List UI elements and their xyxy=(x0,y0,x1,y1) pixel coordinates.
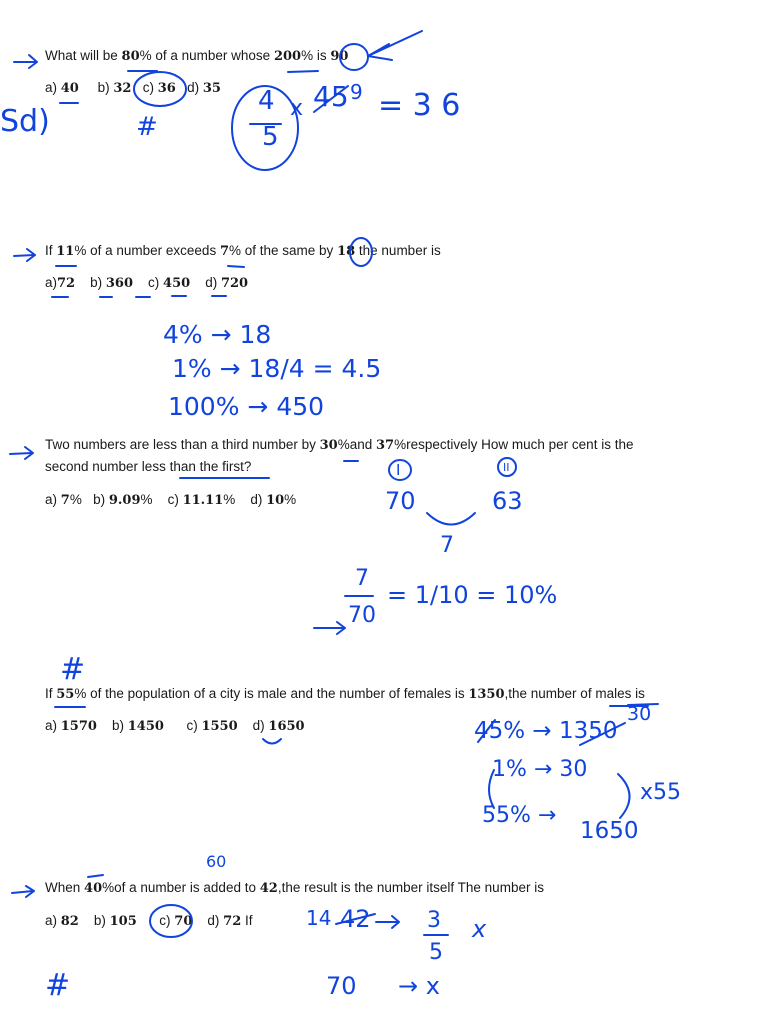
hw-q4-line1: 45% → 1350 xyxy=(474,718,618,744)
arrow-q3-icon xyxy=(10,447,33,459)
hw-q3-label-i: I xyxy=(396,461,401,479)
hw-q5-x2: → x xyxy=(398,972,440,1000)
q2-stem: If 11% of a number exceeds 7% of the same by 18 the number is xyxy=(45,243,441,259)
hw-q3-diff: 7 xyxy=(440,533,454,558)
overline-q4-30 xyxy=(628,704,658,705)
option-d: d) 10% xyxy=(250,492,297,508)
hw-q3-eq: = 1/10 = 10% xyxy=(387,581,558,609)
q5-stem: When 40%of a number is added to 42,the result is the number itself The number is xyxy=(45,880,544,896)
hw-q2-line2: 1% → 18/4 = 4.5 xyxy=(172,354,382,383)
arrow-q3-work-icon xyxy=(314,622,345,634)
q3-diff-arc xyxy=(427,513,475,525)
hw-q4-line2: 1% → 30 xyxy=(492,757,588,782)
hw-q2-line1: 4% → 18 xyxy=(163,320,272,349)
hw-hash-2: # xyxy=(60,652,86,687)
bracket-right xyxy=(618,774,630,818)
hw-q3-first: 70 xyxy=(385,487,416,515)
hw-q1-frac-num: 4 xyxy=(258,86,275,116)
hw-q4-line3: 55% → xyxy=(482,803,557,828)
q3-stem-line2: second number less than the first? xyxy=(45,459,252,474)
circle-q3-label-ii xyxy=(498,458,516,476)
hw-q5-42: 42 xyxy=(340,905,371,933)
q1-stem: What will be 80% of a number whose 200% is 90 xyxy=(45,48,349,64)
strike-q4-45 xyxy=(478,720,495,742)
hw-hash-1: # xyxy=(136,112,158,142)
hw-q3-label-ii: II xyxy=(503,461,510,474)
option-c: c) 450 xyxy=(148,275,191,291)
overline-q5-40 xyxy=(88,875,103,877)
circle-q3-label-i xyxy=(389,460,411,480)
option-c: c) 1550 xyxy=(186,718,238,734)
hw-q5-70: 70 xyxy=(326,972,357,1000)
option-c: c) 36 xyxy=(142,80,176,96)
option-a: a) 1570 xyxy=(45,718,97,734)
strike-q5-42 xyxy=(336,914,375,924)
hw-q1-frac-den: 5 xyxy=(262,122,279,152)
hw-q1-small: 9 xyxy=(350,80,363,104)
circle-q2-18 xyxy=(350,238,372,266)
option-d: d) 720 xyxy=(205,275,249,291)
hw-q4-small: 30 xyxy=(627,703,652,725)
q4-stem: If 55% of the population of a city is male and the number of females is 1350,the number of males is xyxy=(45,686,645,702)
arrow-q5-icon xyxy=(12,886,34,897)
q5-arrow-icon xyxy=(376,916,399,928)
hw-q5-x1: x xyxy=(472,915,487,943)
hw-q1-struck: 45 xyxy=(313,80,349,113)
hw-q5-14: 14 xyxy=(306,906,332,930)
hw-q4-ans: 1650 xyxy=(580,818,639,844)
option-d: d) 1650 xyxy=(252,718,305,734)
hw-q4-mult: x55 xyxy=(640,780,682,805)
arrow-to-90-icon xyxy=(368,31,422,60)
strike-q4-1350 xyxy=(580,723,625,745)
option-c: c) 11.11% xyxy=(167,492,236,508)
hw-q3-second: 63 xyxy=(492,487,523,515)
option-b: b) 105 xyxy=(93,913,137,929)
hw-q3-den: 70 xyxy=(348,603,376,628)
option-a: a) 40 xyxy=(45,80,79,96)
underline-q2-7 xyxy=(228,266,244,267)
option-b: b) 9.09% xyxy=(93,492,153,508)
option-b: b) 1450 xyxy=(111,718,164,734)
option-a: a)72 xyxy=(45,275,76,291)
arrow-q1-icon xyxy=(14,55,37,68)
circle-q5-70 xyxy=(150,905,192,937)
hw-sd-label: Sd) xyxy=(0,104,50,139)
hw-q2-line3: 100% → 450 xyxy=(168,392,325,421)
bracket-left xyxy=(489,770,494,808)
option-c: c) 70 xyxy=(159,913,193,929)
option-b: b) 32 xyxy=(97,80,132,96)
option-b: b) 360 xyxy=(90,275,134,291)
hw-hash-3: # xyxy=(45,968,71,1003)
hw-q5-side: 60 xyxy=(206,852,227,871)
arrow-q2-icon xyxy=(14,249,35,261)
hw-q5-frac-num: 3 xyxy=(427,908,441,933)
hw-q5-frac-den: 5 xyxy=(429,940,443,965)
q3-stem-line1: Two numbers are less than a third number by 30%and 37%respectively How much per cent is the xyxy=(45,437,634,453)
circle-q1-36 xyxy=(134,72,186,106)
option-d: d) 35 xyxy=(187,80,221,96)
circle-q1-fraction xyxy=(232,86,298,170)
option-a: a) 82 xyxy=(45,913,79,929)
underline-q1-200 xyxy=(288,71,318,72)
hw-q3-num: 7 xyxy=(355,566,369,591)
circle-q1-90 xyxy=(340,44,368,70)
hw-q1-result: = 3 6 xyxy=(378,88,461,123)
hw-q1-times: x xyxy=(290,96,304,121)
strike-q1-45 xyxy=(314,86,348,112)
option-a: a) 7% xyxy=(45,492,82,508)
q4-tick-1650 xyxy=(263,739,281,744)
option-d: d) 72 If xyxy=(207,913,253,929)
